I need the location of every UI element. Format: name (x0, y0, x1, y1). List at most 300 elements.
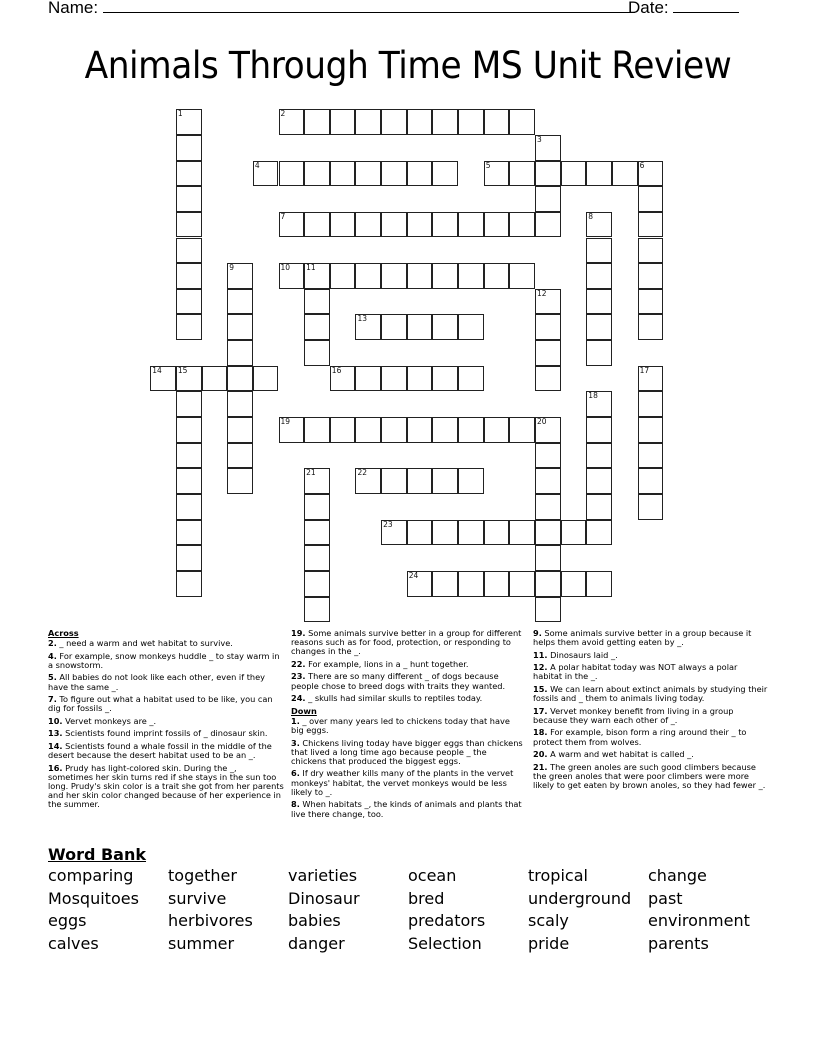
letter-input[interactable] (639, 187, 663, 211)
grid-cell[interactable] (586, 161, 612, 187)
letter-input[interactable] (331, 367, 355, 391)
grid-cell[interactable] (432, 109, 458, 135)
letter-input[interactable] (228, 444, 252, 468)
letter-input[interactable] (639, 315, 663, 339)
letter-input[interactable] (177, 367, 201, 391)
grid-cell[interactable] (407, 314, 433, 340)
letter-input[interactable] (536, 546, 560, 570)
letter-input[interactable] (228, 367, 252, 391)
letter-input[interactable] (587, 572, 611, 596)
grid-cell[interactable] (638, 314, 664, 340)
letter-input[interactable] (587, 213, 611, 237)
letter-input[interactable] (382, 264, 406, 288)
grid-cell[interactable] (432, 263, 458, 289)
grid-cell[interactable] (432, 571, 458, 597)
letter-input[interactable] (510, 110, 534, 134)
letter-input[interactable] (485, 521, 509, 545)
letter-input[interactable] (536, 315, 560, 339)
letter-input[interactable] (177, 521, 201, 545)
grid-cell[interactable] (304, 289, 330, 315)
grid-cell[interactable] (638, 186, 664, 212)
letter-input[interactable] (331, 264, 355, 288)
grid-cell[interactable] (176, 443, 202, 469)
grid-cell[interactable] (586, 212, 612, 238)
grid-cell[interactable] (176, 186, 202, 212)
grid-cell[interactable] (176, 212, 202, 238)
grid-cell[interactable] (535, 520, 561, 546)
letter-input[interactable] (280, 264, 304, 288)
grid-cell[interactable] (535, 289, 561, 315)
grid-cell[interactable] (355, 109, 381, 135)
letter-input[interactable] (356, 418, 380, 442)
grid-cell[interactable] (304, 597, 330, 623)
grid-cell[interactable] (202, 366, 228, 392)
letter-input[interactable] (613, 162, 637, 186)
grid-cell[interactable] (638, 238, 664, 264)
letter-input[interactable] (433, 418, 457, 442)
letter-input[interactable] (305, 341, 329, 365)
grid-cell[interactable] (227, 366, 253, 392)
letter-input[interactable] (408, 315, 432, 339)
letter-input[interactable] (254, 367, 278, 391)
letter-input[interactable] (510, 264, 534, 288)
letter-input[interactable] (177, 239, 201, 263)
grid-cell[interactable] (586, 314, 612, 340)
grid-cell[interactable] (407, 109, 433, 135)
letter-input[interactable] (536, 290, 560, 314)
grid-cell[interactable] (355, 263, 381, 289)
letter-input[interactable] (433, 367, 457, 391)
grid-cell[interactable] (279, 263, 305, 289)
letter-input[interactable] (587, 418, 611, 442)
letter-input[interactable] (587, 239, 611, 263)
letter-input[interactable] (228, 469, 252, 493)
grid-cell[interactable] (561, 520, 587, 546)
grid-cell[interactable] (355, 212, 381, 238)
grid-cell[interactable] (176, 161, 202, 187)
grid-cell[interactable] (227, 289, 253, 315)
grid-cell[interactable] (458, 263, 484, 289)
grid-cell[interactable] (381, 263, 407, 289)
grid-cell[interactable] (535, 340, 561, 366)
grid-cell[interactable] (381, 161, 407, 187)
letter-input[interactable] (356, 367, 380, 391)
letter-input[interactable] (177, 392, 201, 416)
grid-cell[interactable] (304, 109, 330, 135)
grid-cell[interactable] (176, 109, 202, 135)
grid-cell[interactable] (586, 443, 612, 469)
grid-cell[interactable] (509, 212, 535, 238)
letter-input[interactable] (536, 418, 560, 442)
grid-cell[interactable] (458, 571, 484, 597)
letter-input[interactable] (408, 418, 432, 442)
letter-input[interactable] (639, 418, 663, 442)
letter-input[interactable] (305, 572, 329, 596)
letter-input[interactable] (433, 469, 457, 493)
grid-cell[interactable] (432, 212, 458, 238)
letter-input[interactable] (228, 290, 252, 314)
grid-cell[interactable] (535, 417, 561, 443)
grid-cell[interactable] (509, 571, 535, 597)
letter-input[interactable] (510, 213, 534, 237)
grid-cell[interactable] (535, 186, 561, 212)
letter-input[interactable] (485, 418, 509, 442)
letter-input[interactable] (485, 162, 509, 186)
letter-input[interactable] (382, 162, 406, 186)
letter-input[interactable] (587, 162, 611, 186)
grid-cell[interactable] (509, 263, 535, 289)
letter-input[interactable] (562, 521, 586, 545)
letter-input[interactable] (587, 264, 611, 288)
letter-input[interactable] (459, 110, 483, 134)
letter-input[interactable] (639, 162, 663, 186)
grid-cell[interactable] (561, 571, 587, 597)
letter-input[interactable] (280, 162, 304, 186)
grid-cell[interactable] (304, 417, 330, 443)
letter-input[interactable] (305, 495, 329, 519)
letter-input[interactable] (177, 495, 201, 519)
grid-cell[interactable] (279, 109, 305, 135)
grid-cell[interactable] (458, 468, 484, 494)
grid-cell[interactable] (458, 314, 484, 340)
letter-input[interactable] (382, 110, 406, 134)
grid-cell[interactable] (638, 263, 664, 289)
letter-input[interactable] (639, 392, 663, 416)
grid-cell[interactable] (458, 109, 484, 135)
grid-cell[interactable] (638, 212, 664, 238)
letter-input[interactable] (536, 213, 560, 237)
letter-input[interactable] (459, 469, 483, 493)
grid-cell[interactable] (586, 520, 612, 546)
grid-cell[interactable] (638, 443, 664, 469)
letter-input[interactable] (536, 162, 560, 186)
grid-cell[interactable] (176, 494, 202, 520)
grid-cell[interactable] (432, 366, 458, 392)
letter-input[interactable] (382, 418, 406, 442)
grid-cell[interactable] (407, 520, 433, 546)
grid-cell[interactable] (227, 340, 253, 366)
grid-cell[interactable] (535, 212, 561, 238)
grid-cell[interactable] (150, 366, 176, 392)
grid-cell[interactable] (638, 417, 664, 443)
letter-input[interactable] (177, 136, 201, 160)
grid-cell[interactable] (586, 238, 612, 264)
letter-input[interactable] (562, 572, 586, 596)
grid-cell[interactable] (330, 161, 356, 187)
letter-input[interactable] (587, 315, 611, 339)
grid-cell[interactable] (227, 391, 253, 417)
letter-input[interactable] (536, 521, 560, 545)
letter-input[interactable] (639, 367, 663, 391)
letter-input[interactable] (177, 110, 201, 134)
grid-cell[interactable] (484, 212, 510, 238)
letter-input[interactable] (305, 213, 329, 237)
letter-input[interactable] (485, 110, 509, 134)
letter-input[interactable] (639, 239, 663, 263)
letter-input[interactable] (177, 264, 201, 288)
letter-input[interactable] (203, 367, 227, 391)
letter-input[interactable] (639, 264, 663, 288)
letter-input[interactable] (228, 418, 252, 442)
letter-input[interactable] (639, 469, 663, 493)
letter-input[interactable] (485, 264, 509, 288)
letter-input[interactable] (459, 418, 483, 442)
grid-cell[interactable] (355, 417, 381, 443)
grid-cell[interactable] (586, 340, 612, 366)
letter-input[interactable] (177, 469, 201, 493)
letter-input[interactable] (536, 444, 560, 468)
grid-cell[interactable] (638, 391, 664, 417)
grid-cell[interactable] (304, 571, 330, 597)
grid-cell[interactable] (304, 520, 330, 546)
letter-input[interactable] (433, 213, 457, 237)
grid-cell[interactable] (176, 289, 202, 315)
letter-input[interactable] (510, 521, 534, 545)
name-line[interactable] (103, 0, 635, 13)
grid-cell[interactable] (586, 571, 612, 597)
letter-input[interactable] (433, 110, 457, 134)
letter-input[interactable] (356, 162, 380, 186)
letter-input[interactable] (280, 110, 304, 134)
grid-cell[interactable] (535, 571, 561, 597)
letter-input[interactable] (331, 162, 355, 186)
grid-cell[interactable] (586, 417, 612, 443)
letter-input[interactable] (639, 213, 663, 237)
letter-input[interactable] (305, 264, 329, 288)
grid-cell[interactable] (535, 161, 561, 187)
grid-cell[interactable] (612, 161, 638, 187)
grid-cell[interactable] (509, 109, 535, 135)
grid-cell[interactable] (407, 161, 433, 187)
grid-cell[interactable] (432, 161, 458, 187)
letter-input[interactable] (177, 546, 201, 570)
letter-input[interactable] (536, 469, 560, 493)
letter-input[interactable] (433, 264, 457, 288)
letter-input[interactable] (408, 110, 432, 134)
grid-cell[interactable] (330, 417, 356, 443)
letter-input[interactable] (536, 136, 560, 160)
letter-input[interactable] (587, 444, 611, 468)
grid-cell[interactable] (381, 520, 407, 546)
letter-input[interactable] (356, 213, 380, 237)
letter-input[interactable] (305, 162, 329, 186)
letter-input[interactable] (382, 469, 406, 493)
letter-input[interactable] (177, 213, 201, 237)
date-line[interactable] (673, 0, 739, 13)
grid-cell[interactable] (586, 494, 612, 520)
letter-input[interactable] (305, 315, 329, 339)
letter-input[interactable] (382, 521, 406, 545)
letter-input[interactable] (510, 572, 534, 596)
grid-cell[interactable] (176, 314, 202, 340)
grid-cell[interactable] (381, 314, 407, 340)
letter-input[interactable] (536, 367, 560, 391)
letter-input[interactable] (408, 264, 432, 288)
grid-cell[interactable] (484, 109, 510, 135)
grid-cell[interactable] (176, 391, 202, 417)
letter-input[interactable] (331, 418, 355, 442)
grid-cell[interactable] (407, 263, 433, 289)
letter-input[interactable] (587, 495, 611, 519)
letter-input[interactable] (459, 572, 483, 596)
letter-input[interactable] (305, 521, 329, 545)
grid-cell[interactable] (407, 366, 433, 392)
letter-input[interactable] (382, 315, 406, 339)
grid-cell[interactable] (304, 468, 330, 494)
grid-cell[interactable] (432, 468, 458, 494)
letter-input[interactable] (356, 469, 380, 493)
letter-input[interactable] (408, 162, 432, 186)
grid-cell[interactable] (638, 494, 664, 520)
letter-input[interactable] (382, 213, 406, 237)
letter-input[interactable] (510, 162, 534, 186)
grid-cell[interactable] (586, 391, 612, 417)
grid-cell[interactable] (176, 238, 202, 264)
grid-cell[interactable] (586, 289, 612, 315)
grid-cell[interactable] (407, 417, 433, 443)
grid-cell[interactable] (330, 109, 356, 135)
grid-cell[interactable] (586, 263, 612, 289)
letter-input[interactable] (587, 392, 611, 416)
grid-cell[interactable] (484, 417, 510, 443)
grid-cell[interactable] (407, 468, 433, 494)
date-field[interactable] (628, 0, 739, 18)
grid-cell[interactable] (176, 366, 202, 392)
grid-cell[interactable] (279, 212, 305, 238)
name-field[interactable] (48, 0, 635, 18)
grid-cell[interactable] (638, 468, 664, 494)
grid-cell[interactable] (253, 366, 279, 392)
grid-cell[interactable] (535, 545, 561, 571)
letter-input[interactable] (459, 213, 483, 237)
letter-input[interactable] (510, 418, 534, 442)
letter-input[interactable] (177, 572, 201, 596)
letter-input[interactable] (433, 315, 457, 339)
grid-cell[interactable] (535, 494, 561, 520)
grid-cell[interactable] (638, 161, 664, 187)
grid-cell[interactable] (484, 263, 510, 289)
letter-input[interactable] (177, 187, 201, 211)
letter-input[interactable] (331, 213, 355, 237)
grid-cell[interactable] (535, 314, 561, 340)
letter-input[interactable] (587, 290, 611, 314)
grid-cell[interactable] (176, 468, 202, 494)
grid-cell[interactable] (227, 263, 253, 289)
grid-cell[interactable] (458, 212, 484, 238)
letter-input[interactable] (587, 341, 611, 365)
grid-cell[interactable] (304, 263, 330, 289)
letter-input[interactable] (433, 162, 457, 186)
letter-input[interactable] (459, 264, 483, 288)
letter-input[interactable] (177, 290, 201, 314)
letter-input[interactable] (562, 162, 586, 186)
grid-cell[interactable] (227, 468, 253, 494)
grid-cell[interactable] (638, 289, 664, 315)
grid-cell[interactable] (381, 212, 407, 238)
grid-cell[interactable] (535, 366, 561, 392)
letter-input[interactable] (433, 572, 457, 596)
grid-cell[interactable] (176, 571, 202, 597)
letter-input[interactable] (356, 110, 380, 134)
grid-cell[interactable] (304, 545, 330, 571)
grid-cell[interactable] (484, 520, 510, 546)
letter-input[interactable] (433, 521, 457, 545)
grid-cell[interactable] (484, 161, 510, 187)
grid-cell[interactable] (484, 571, 510, 597)
grid-cell[interactable] (176, 135, 202, 161)
letter-input[interactable] (305, 598, 329, 622)
grid-cell[interactable] (176, 263, 202, 289)
grid-cell[interactable] (279, 161, 305, 187)
grid-cell[interactable] (304, 161, 330, 187)
letter-input[interactable] (305, 546, 329, 570)
grid-cell[interactable] (227, 314, 253, 340)
grid-cell[interactable] (535, 468, 561, 494)
grid-cell[interactable] (381, 109, 407, 135)
grid-cell[interactable] (458, 520, 484, 546)
grid-cell[interactable] (279, 417, 305, 443)
letter-input[interactable] (639, 495, 663, 519)
grid-cell[interactable] (432, 417, 458, 443)
letter-input[interactable] (280, 213, 304, 237)
letter-input[interactable] (639, 444, 663, 468)
grid-cell[interactable] (535, 135, 561, 161)
grid-cell[interactable] (330, 263, 356, 289)
grid-cell[interactable] (176, 545, 202, 571)
grid-cell[interactable] (535, 443, 561, 469)
letter-input[interactable] (228, 392, 252, 416)
letter-input[interactable] (177, 315, 201, 339)
letter-input[interactable] (228, 315, 252, 339)
grid-cell[interactable] (176, 520, 202, 546)
letter-input[interactable] (587, 469, 611, 493)
letter-input[interactable] (536, 572, 560, 596)
grid-cell[interactable] (355, 314, 381, 340)
letter-input[interactable] (305, 418, 329, 442)
grid-cell[interactable] (509, 520, 535, 546)
grid-cell[interactable] (330, 366, 356, 392)
letter-input[interactable] (408, 469, 432, 493)
letter-input[interactable] (177, 444, 201, 468)
grid-cell[interactable] (638, 366, 664, 392)
grid-cell[interactable] (355, 366, 381, 392)
grid-cell[interactable] (432, 314, 458, 340)
letter-input[interactable] (305, 469, 329, 493)
grid-cell[interactable] (561, 161, 587, 187)
letter-input[interactable] (459, 315, 483, 339)
grid-cell[interactable] (176, 417, 202, 443)
grid-cell[interactable] (381, 366, 407, 392)
grid-cell[interactable] (330, 212, 356, 238)
grid-cell[interactable] (407, 571, 433, 597)
letter-input[interactable] (587, 521, 611, 545)
letter-input[interactable] (536, 341, 560, 365)
grid-cell[interactable] (381, 417, 407, 443)
letter-input[interactable] (280, 418, 304, 442)
letter-input[interactable] (485, 572, 509, 596)
grid-cell[interactable] (432, 520, 458, 546)
grid-cell[interactable] (304, 340, 330, 366)
letter-input[interactable] (408, 521, 432, 545)
letter-input[interactable] (639, 290, 663, 314)
grid-cell[interactable] (253, 161, 279, 187)
grid-cell[interactable] (227, 443, 253, 469)
letter-input[interactable] (408, 572, 432, 596)
letter-input[interactable] (331, 110, 355, 134)
letter-input[interactable] (356, 315, 380, 339)
grid-cell[interactable] (509, 417, 535, 443)
letter-input[interactable] (536, 495, 560, 519)
